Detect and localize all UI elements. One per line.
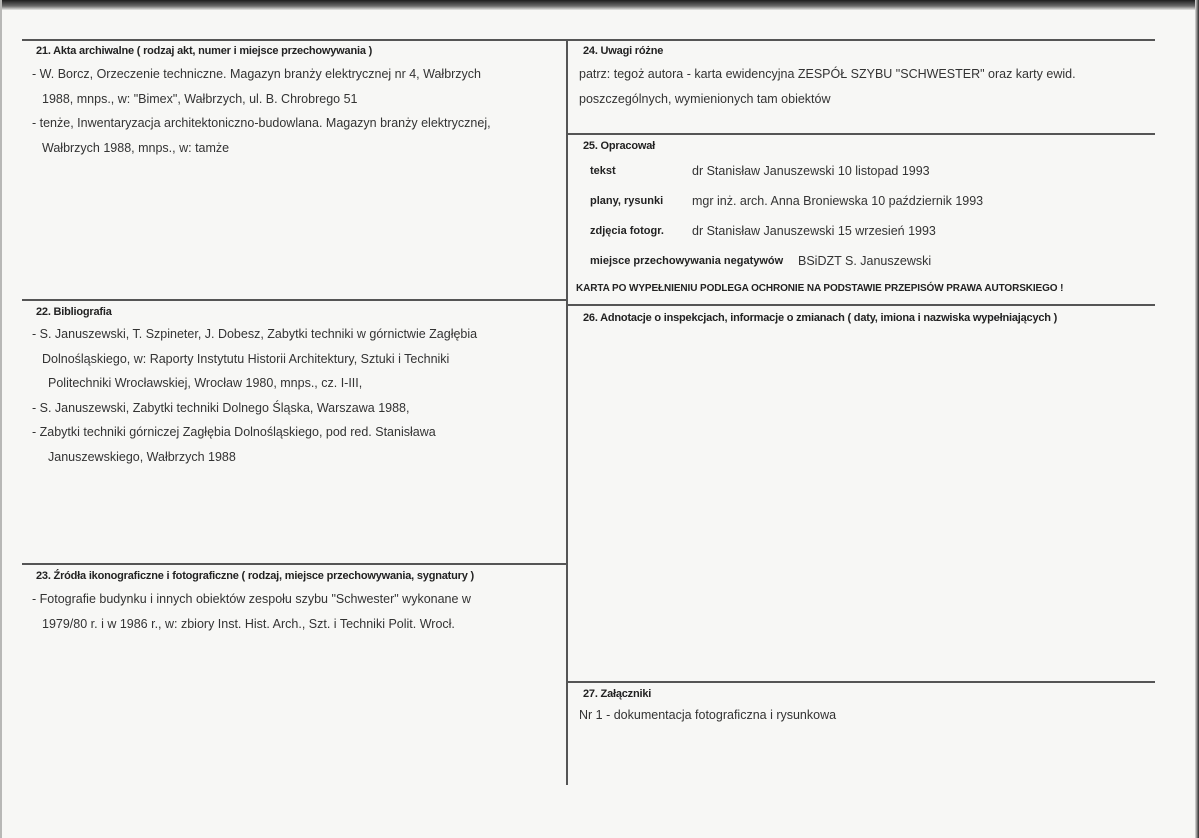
divider-21-22 [22,299,567,301]
section-21-archival-records [32,45,491,160]
section-23-line: 1979/80 r. i w 1986 r., w: zbiory Inst. Hist. Arch., Szt. i Techniki Polit. Wrocł. [42,616,455,631]
section-21-title: 21. Akta archiwalne ( rodzaj akt, numer i miejsce przechowywania ) [36,45,373,57]
scan-top-edge [0,0,1199,10]
section-24-line: poszczególnych, wymienionych tam obiektów [579,91,831,106]
row-label: tekst [590,165,616,177]
divider-22-23 [22,563,567,565]
section-23-title: 23. Źródła ikonograficzne i fotograficzne ( rodzaj, miejsce przechowywania, sygnatury ) [36,570,474,582]
row-label: zdjęcia fotogr. [590,225,664,237]
row-label: plany, rysunki [590,195,664,207]
section-21-line: - W. Borcz, Orzeczenie techniczne. Magazyn branży elektrycznej nr 4, Wałbrzych [32,67,482,81]
column-divider [566,39,568,785]
section-25-prepared-by [576,140,1153,300]
section-25-title: 25. Opracował [583,140,655,152]
top-border-line [22,39,1155,41]
divider-26-27 [567,681,1155,683]
copyright-warning: KARTA PO WYPEŁNIENIU PODLEGA OCHRONIE NA PODSTAWIE PRZEPISÓW PRAWA AUTORSKIEGO ! [576,283,1064,294]
row-value: dr Stanisław Januszewski 15 wrzesień 1993 [692,224,936,238]
section-23-iconographic-sources [32,570,474,636]
divider-24-25 [567,133,1155,135]
scan-left-edge [0,0,2,838]
section-22-title: 22. Bibliografia [36,306,112,318]
section-22-line: - S. Januszewski, T. Szpineter, J. Dobesz, Zabytki techniki w górnictwie Zagłębia [32,327,478,341]
section-22-line: - S. Januszewski, Zabytki techniki Dolnego Śląska, Warszawa 1988, [32,400,410,415]
section-21-line: Wałbrzych 1988, mnps., w: tamże [42,140,230,155]
divider-25-26 [567,304,1155,306]
section-21-line: 1988, mnps., w: "Bimex", Wałbrzych, ul. B. Chrobrego 51 [42,91,358,106]
section-22-line: Politechniki Wrocławskiej, Wrocław 1980, mnps., cz. I-III, [48,376,363,390]
row-value: BSiDZT S. Januszewski [798,254,932,268]
scan-right-edge [1195,0,1199,838]
section-22-line: - Zabytki techniki górniczej Zagłębia Dolnośląskiego, pod red. Stanisława [32,425,436,439]
section-27-title: 27. Załączniki [583,688,652,700]
section-24-title: 24. Uwagi różne [583,45,664,57]
section-27-line: Nr 1 - dokumentacja fotograficzna i rysunkowa [579,708,837,722]
section-24-remarks [579,45,1076,111]
section-22-line: Dolnośląskiego, w: Raporty Instytutu Historii Architektury, Sztuki i Techniki [42,351,450,366]
section-27-attachments [579,688,837,728]
section-22-bibliography [32,306,478,469]
section-21-line: - tenże, Inwentaryzacja architektoniczno-budowlana. Magazyn branży elektrycznej, [32,116,491,130]
section-22-line: Januszewskiego, Wałbrzych 1988 [48,449,236,464]
row-value: dr Stanisław Januszewski 10 listopad 1993 [692,164,930,178]
section-23-line: - Fotografie budynku i innych obiektów zespołu szybu "Schwester" wykonane w [32,592,471,606]
section-26-title: 26. Adnotacje o inspekcjach, informacje o zmianach ( daty, imiona i nazwiska wypełniających ) [583,312,1058,324]
row-label: miejsce przechowywania negatywów [590,255,784,267]
section-24-line: patrz: tegoż autora - karta ewidencyjna ZESPÓŁ SZYBU "SCHWESTER" oraz karty ewid. [579,67,1076,81]
row-value: mgr inż. arch. Anna Broniewska 10 październik 1993 [692,194,984,208]
section-26-inspections [583,312,1057,324]
